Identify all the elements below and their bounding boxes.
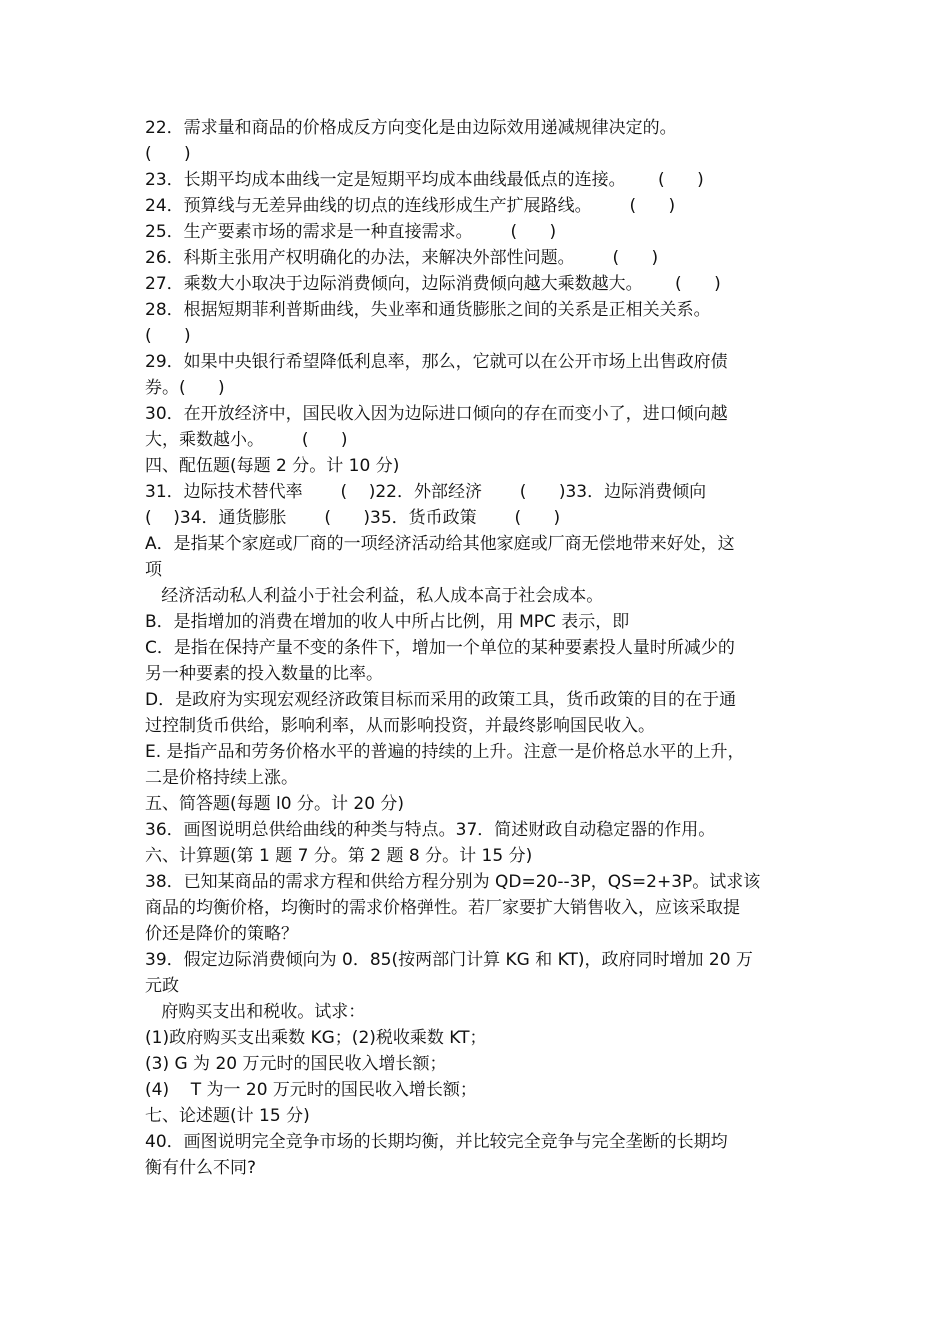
document-body [145,115,815,1181]
text-line: 40．画图说明完全竞争市场的长期均衡，并比较完全竞争与完全垄断的长期均 [145,1132,728,1152]
text-line: 22．需求量和商品的价格成反方向变化是由边际效用递减规律决定的。 [145,118,677,138]
text-line: ( ) [145,326,191,346]
text-line: 衡有什么不同? [145,1158,257,1178]
text-line: 四、配伍题(每题 2 分。计 10 分) [145,456,400,476]
text-line: 38．已知某商品的需求方程和供给方程分别为 QD=20--3P，QS=2+3P。试求该 [145,872,761,892]
text-line: B．是指增加的消费在增加的收人中所占比例，用 MPC 表示，即 [145,612,630,632]
text-line: 二是价格持续上涨。 [145,768,298,788]
text-line: 项 [145,560,162,580]
text-line: 过控制货币供给，影响利率，从而影响投资，并最终影响国民收入。 [145,716,655,736]
text-line: 商品的均衡价格，均衡时的需求价格弹性。若厂家要扩大销售收入，应该采取提 [145,898,740,918]
text-line: 28．根据短期菲利普斯曲线，失业率和通货膨胀之间的关系是正相关关系。 [145,300,711,320]
text-line: 26．科斯主张用产权明确化的办法，来解决外部性问题。 ( ) [145,248,659,268]
text-line: A．是指某个家庭或厂商的一项经济活动给其他家庭或厂商无偿地带来好处，这 [145,534,735,554]
text-line: 24．预算线与无差异曲线的切点的连线形成生产扩展路线。 ( ) [145,196,676,216]
text-line: (4) T 为一 20 万元时的国民收入增长额； [145,1080,477,1100]
text-line: 七、论述题(计 15 分) [145,1106,310,1126]
text-line: 36．画图说明总供给曲线的种类与特点。37．简述财政自动稳定器的作用。 [145,820,716,840]
text-line: ( )34．通货膨胀 ( )35．货币政策 ( ) [145,508,561,528]
text-line: E. 是指产品和劳务价格水平的普遍的持续的上升。注意一是价格总水平的上升， [145,742,745,762]
text-line: 五、简答题(每题 l0 分。计 20 分) [145,794,405,814]
text-line: (3) G 为 20 万元时的国民收入增长额； [145,1054,447,1074]
text-line: 另一种要素的投入数量的比率。 [145,664,383,684]
text-line: 31．边际技术替代率 ( )22．外部经济 ( )33．边际消费倾向 [145,482,707,502]
text-line: 30．在开放经济中，国民收入因为边际进口倾向的存在而变小了，进口倾向越 [145,404,728,424]
text-line: 27．乘数大小取决于边际消费倾向，边际消费倾向越大乘数越大。 ( ) [145,274,721,294]
text-line: 券。( ) [145,378,225,398]
text-line: 39．假定边际消费倾向为 0．85(按两部门计算 KG 和 KT)，政府同时增加 20 万 [145,950,753,970]
text-line: C．是指在保持产量不变的条件下，增加一个单位的某种要素投人量时所减少的 [145,638,735,658]
text-line: 府购买支出和税收。试求： [145,1002,366,1022]
text-line: ( ) [145,144,191,164]
text-line: (1)政府购买支出乘数 KG；(2)税收乘数 KT； [145,1028,487,1048]
text-line: 23．长期平均成本曲线一定是短期平均成本曲线最低点的连接。 ( ) [145,170,704,190]
text-line: 29．如果中央银行希望降低利息率，那么，它就可以在公开市场上出售政府债 [145,352,728,372]
text-line: 经济活动私人利益小于社会利益，私人成本高于社会成本。 [145,586,604,606]
text-line: 六、计算题(第 1 题 7 分。第 2 题 8 分。计 15 分) [145,846,533,866]
text-line: 元政 [145,976,179,996]
text-line: 价还是降价的策略？ [145,924,298,944]
text-line: 大，乘数越小。 ( ) [145,430,348,450]
text-line: D．是政府为实现宏观经济政策目标而采用的政策工具，货币政策的目的在于通 [145,690,737,710]
text-line: 25．生产要素市场的需求是一种直接需求。 ( ) [145,222,557,242]
